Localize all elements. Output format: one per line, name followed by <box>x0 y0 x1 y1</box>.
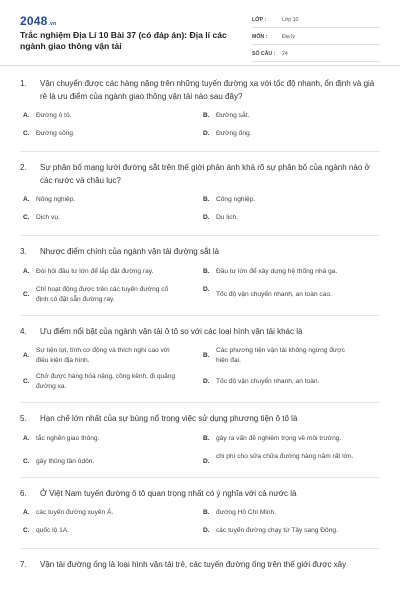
answer-option-b[interactable] <box>200 508 380 520</box>
option-letter: B. <box>203 434 210 442</box>
meta-value[interactable]: Lớp 10 <box>282 17 299 23</box>
divider <box>20 151 380 152</box>
option-text: Đòi hỏi đầu tư lớn để lắp đặt đường ray. <box>36 267 154 275</box>
option-text: Các phương tiện vận tải không ngừng được hiện đại. <box>216 347 345 364</box>
answer-option-a[interactable] <box>20 346 200 366</box>
option-text: Chở được hàng hóa nặng, cồng kềnh, đi quãng đường xa. <box>36 373 176 390</box>
question-stem <box>20 162 380 187</box>
site-logo[interactable] <box>20 14 56 28</box>
answer-option-d[interactable] <box>200 526 380 538</box>
question-text: Hạn chế lớn nhất của sự bùng nổ trong việc sử dụng phương tiện ô tô là <box>40 414 298 423</box>
divider <box>20 315 380 316</box>
question-number: 3. <box>20 247 27 256</box>
option-letter: D. <box>203 457 210 465</box>
option-text: Nông nghiệp. <box>36 196 76 203</box>
divider <box>20 235 380 236</box>
option-letter: B. <box>203 196 210 203</box>
answer-option-a[interactable] <box>20 111 200 123</box>
option-letter: D. <box>203 214 210 221</box>
option-letter: A. <box>23 267 30 275</box>
question-stem <box>20 413 380 426</box>
question-stem <box>20 78 380 103</box>
option-text: gây thủng tần ôdôn. <box>36 457 95 465</box>
option-text: đường Hồ Chí Minh. <box>216 509 277 516</box>
option-letter: D. <box>203 527 210 534</box>
answer-option-d[interactable] <box>200 129 380 141</box>
answer-option-d[interactable] <box>200 452 380 467</box>
answer-option-c[interactable] <box>20 372 200 392</box>
option-text: Tốc độ vận chuyển nhanh, an toàn. <box>216 378 320 385</box>
answer-option-a[interactable] <box>20 508 200 520</box>
option-letter: B. <box>203 352 210 359</box>
answer-option-a[interactable] <box>20 195 200 207</box>
question-6 <box>0 488 400 550</box>
question-stem <box>20 326 380 339</box>
question-text: Ưu điểm nổi bật của ngành vận tải ô tô so với các loại hình vận tải khác là <box>40 326 303 336</box>
question-5 <box>0 413 400 478</box>
option-letter: C. <box>23 378 30 385</box>
option-text: Đường sắt. <box>216 112 250 119</box>
question-number: 2. <box>20 163 27 172</box>
answer-option-a[interactable] <box>20 434 200 446</box>
option-text: Công nghiệp. <box>216 196 256 203</box>
answer-option-b[interactable] <box>200 267 380 279</box>
logo-suffix: .vn <box>48 21 57 27</box>
option-text: Chỉ hoạt động được trên các tuyến đường cố định có đặt sẵn đường ray. <box>36 285 169 303</box>
question-number: 6. <box>20 488 27 498</box>
meta-label: LỚP : <box>252 17 267 23</box>
option-letter: C. <box>23 214 30 221</box>
option-letter: D. <box>203 378 210 385</box>
option-letter: C. <box>23 457 30 465</box>
question-2 <box>0 162 400 236</box>
option-text: Đường ống. <box>216 130 252 137</box>
option-letter: A. <box>23 352 30 359</box>
option-letter: C. <box>23 527 30 534</box>
meta-info <box>252 13 380 64</box>
option-letter: A. <box>23 509 30 516</box>
question-stem <box>20 246 380 259</box>
option-text: tắc nghẽn giao thông. <box>36 434 100 442</box>
option-letter: A. <box>23 112 30 119</box>
option-text: gây ra vấn đề nghiêm trọng về môi trường. <box>216 434 342 442</box>
option-text: Đường sông. <box>36 130 75 137</box>
question-number: 5. <box>20 414 27 423</box>
question-text: Sự phân bố mạng lưới đường sắt trên thế giới phản ánh khá rõ sự phân bố của ngành nào ở các nước và châu lục? <box>40 163 370 185</box>
meta-label: SỐ CÂU : <box>252 51 276 57</box>
meta-row-count <box>252 47 380 62</box>
divider <box>20 477 380 478</box>
answer-options <box>20 111 380 147</box>
answer-option-c[interactable] <box>20 129 200 141</box>
question-4 <box>0 326 400 404</box>
answer-options <box>20 267 380 311</box>
option-letter: B. <box>203 267 210 275</box>
question-text: Vận tải đường ống là loại hình vận tải trẻ, các tuyến đường ống trên thế giới được xây <box>40 560 347 569</box>
question-7 <box>0 559 400 572</box>
question-3 <box>0 246 400 316</box>
meta-row-class <box>252 13 380 28</box>
divider <box>20 402 380 403</box>
option-text: Du lịch. <box>216 214 238 221</box>
option-letter: A. <box>23 196 30 203</box>
meta-row-subject <box>252 30 380 45</box>
answer-options <box>20 434 380 473</box>
answer-option-a[interactable] <box>20 267 200 279</box>
meta-label: MÔN : <box>252 34 268 40</box>
question-number: 1. <box>20 79 27 88</box>
question-1 <box>0 78 400 152</box>
option-text: các tuyến đường chạy từ Tây sang Đông. <box>216 527 338 534</box>
question-text: Nhược điểm chính của ngành vận tải đường sắt là <box>40 247 220 256</box>
answer-option-c[interactable] <box>20 452 200 467</box>
question-text: Vận chuyển được các hàng nặng trên những tuyến đường xa với tốc độ nhanh, ổn định và giá rẻ là ưu điểm của ngành giao thông vận tải nào sau đây? <box>40 79 375 101</box>
option-letter: B. <box>203 112 210 119</box>
option-text: Sự tiện lợi, tính cơ động và thích nghi cao với điều kiện địa hình. <box>36 347 170 364</box>
question-number: 4. <box>20 326 27 336</box>
answer-option-c[interactable] <box>20 213 200 225</box>
divider <box>20 548 380 549</box>
meta-value[interactable]: Địa lý <box>282 34 295 40</box>
answer-options <box>20 346 380 398</box>
answer-option-b[interactable] <box>200 195 380 207</box>
option-letter: B. <box>203 509 210 516</box>
option-text: chi phí cho sửa chữa đường hàng năm rất lớn. <box>216 452 354 460</box>
page-header <box>0 0 400 66</box>
answer-option-b[interactable] <box>200 111 380 123</box>
question-list <box>0 78 400 572</box>
option-text: các tuyến đường xuyên Á. <box>36 509 114 516</box>
answer-option-b[interactable] <box>200 346 380 366</box>
option-text: quốc lộ 1A. <box>36 527 69 534</box>
answer-options <box>20 508 380 544</box>
logo-text: 2048 <box>20 14 48 28</box>
option-letter: D. <box>203 285 210 293</box>
option-letter: C. <box>23 290 30 298</box>
page-title: Trắc nghiệm Địa Lí 10 Bài 37 (có đáp án): Địa lí các ngành giao thông vận tải <box>20 30 227 51</box>
option-letter: D. <box>203 130 210 137</box>
question-stem <box>20 559 380 572</box>
option-letter: A. <box>23 434 30 442</box>
option-text: Đường ô tô. <box>36 112 72 119</box>
option-letter: C. <box>23 130 30 137</box>
option-text: Tốc độ vận chuyển nhanh, an toàn cao. <box>216 290 332 298</box>
answer-option-d[interactable] <box>200 213 380 225</box>
answer-option-c[interactable] <box>20 526 200 538</box>
answer-option-c[interactable] <box>20 285 200 305</box>
question-number: 7. <box>20 560 27 569</box>
answer-options <box>20 195 380 231</box>
answer-option-d[interactable] <box>200 285 380 305</box>
question-text: Ở Việt Nam tuyến đường ô tô quan trọng nhất có ý nghĩa với cả nước là <box>40 488 297 498</box>
answer-option-d[interactable] <box>200 372 380 392</box>
question-stem <box>20 488 380 501</box>
option-text: Đầu tư lớn để xây dựng hệ thống nhà ga. <box>216 267 338 275</box>
meta-value: 24 <box>282 51 288 57</box>
answer-option-b[interactable] <box>200 434 380 446</box>
option-text: Dịch vụ. <box>36 214 60 221</box>
